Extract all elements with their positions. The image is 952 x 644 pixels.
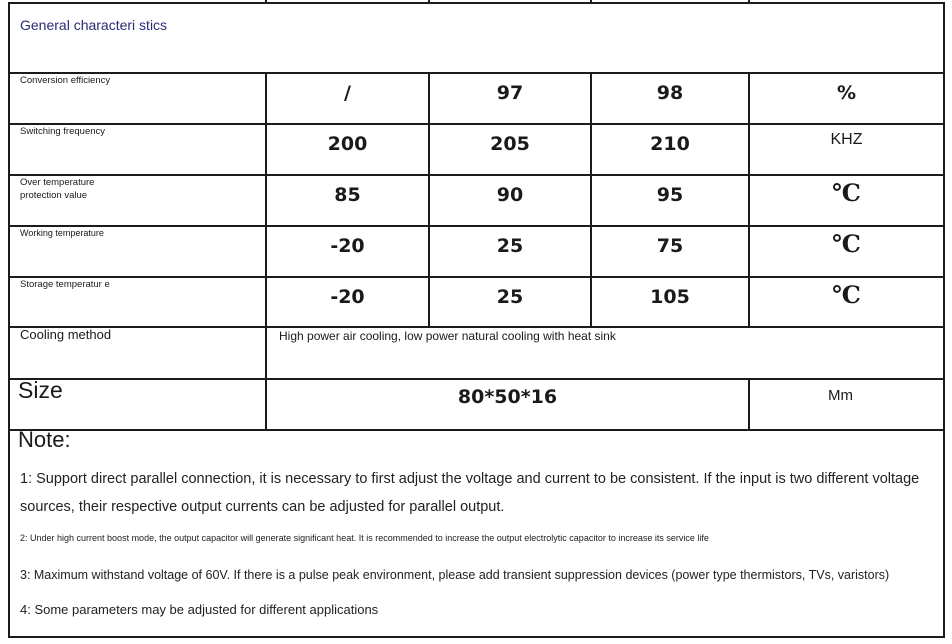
- cell-unit: ℃: [832, 178, 861, 207]
- table-border-left: [8, 2, 10, 638]
- row-label-cooling-method: Cooling method: [20, 327, 112, 342]
- note-item-4: 4: Some parameters may be adjusted for different applications: [20, 602, 379, 617]
- cell-unit: %: [836, 82, 857, 104]
- notes-title: Note:: [18, 427, 71, 452]
- row-divider: [8, 72, 944, 74]
- row-label-working-temperature: Working temperature: [20, 228, 104, 238]
- row-divider: [8, 429, 944, 431]
- row-divider: [8, 174, 944, 176]
- row-label-conversion-efficiency: Conversion efficiency: [20, 75, 111, 86]
- column-divider: [590, 0, 592, 4]
- table-border-right: [943, 2, 945, 638]
- row-divider: [8, 123, 944, 125]
- row-label-storage-temperature: Storage temperatur e: [20, 279, 110, 290]
- cell-max: 98: [656, 82, 684, 104]
- cell-typ: 25: [496, 286, 524, 308]
- cell-typ: 205: [490, 133, 530, 155]
- row-divider: [8, 378, 944, 380]
- cell-min: 200: [327, 133, 368, 155]
- table-border-top: [8, 2, 944, 4]
- cell-typ: 97: [496, 82, 524, 104]
- size-value: 80*50*16: [457, 386, 558, 408]
- cell-typ: 90: [496, 184, 524, 206]
- row-label-size: Size: [18, 377, 63, 403]
- cell-min: /: [344, 82, 351, 104]
- cell-max: 75: [656, 235, 684, 257]
- row-divider: [8, 225, 944, 227]
- row-divider: [8, 276, 944, 278]
- table-border-bottom: [8, 636, 944, 638]
- column-divider: [748, 378, 750, 430]
- size-unit: Mm: [828, 387, 853, 404]
- row-label-switching-frequency: Switching frequency: [20, 126, 106, 137]
- note-item-1: 1: Support direct parallel connection, it is necessary to first adjust the voltage and current to be consistent. If the input is two different voltage sources, their respective output currents can be adjusted for parallel output.: [20, 471, 920, 515]
- cell-min: 85: [334, 184, 361, 206]
- cell-max: 210: [650, 133, 690, 155]
- cell-max: 95: [656, 184, 684, 206]
- cell-unit: ℃: [832, 280, 861, 309]
- cell-unit: KHZ: [830, 131, 863, 148]
- cell-min: -20: [330, 235, 365, 257]
- cell-min: -20: [330, 286, 365, 308]
- section-title: General characteri stics: [20, 17, 168, 33]
- cell-unit: ℃: [832, 229, 861, 258]
- note-item-3: 3: Maximum withstand voltage of 60V. If there is a pulse peak environment, please add transient suppression devices (power type thermistors, TVs, varistors): [20, 568, 890, 582]
- cell-typ: 25: [496, 235, 524, 257]
- cell-max: 105: [650, 286, 690, 308]
- row-divider: [8, 326, 944, 328]
- column-divider: [265, 0, 267, 4]
- column-divider: [428, 0, 430, 4]
- cooling-method-value: High power air cooling, low power natural cooling with heat sink: [279, 329, 616, 343]
- column-divider: [748, 0, 750, 4]
- row-label-over-temperature: Over temperature protection value: [20, 177, 95, 201]
- note-item-2: 2: Under high current boost mode, the output capacitor will generate significant heat. It is recommended to increase the output electrolytic capacitor to increase its service life: [20, 533, 709, 543]
